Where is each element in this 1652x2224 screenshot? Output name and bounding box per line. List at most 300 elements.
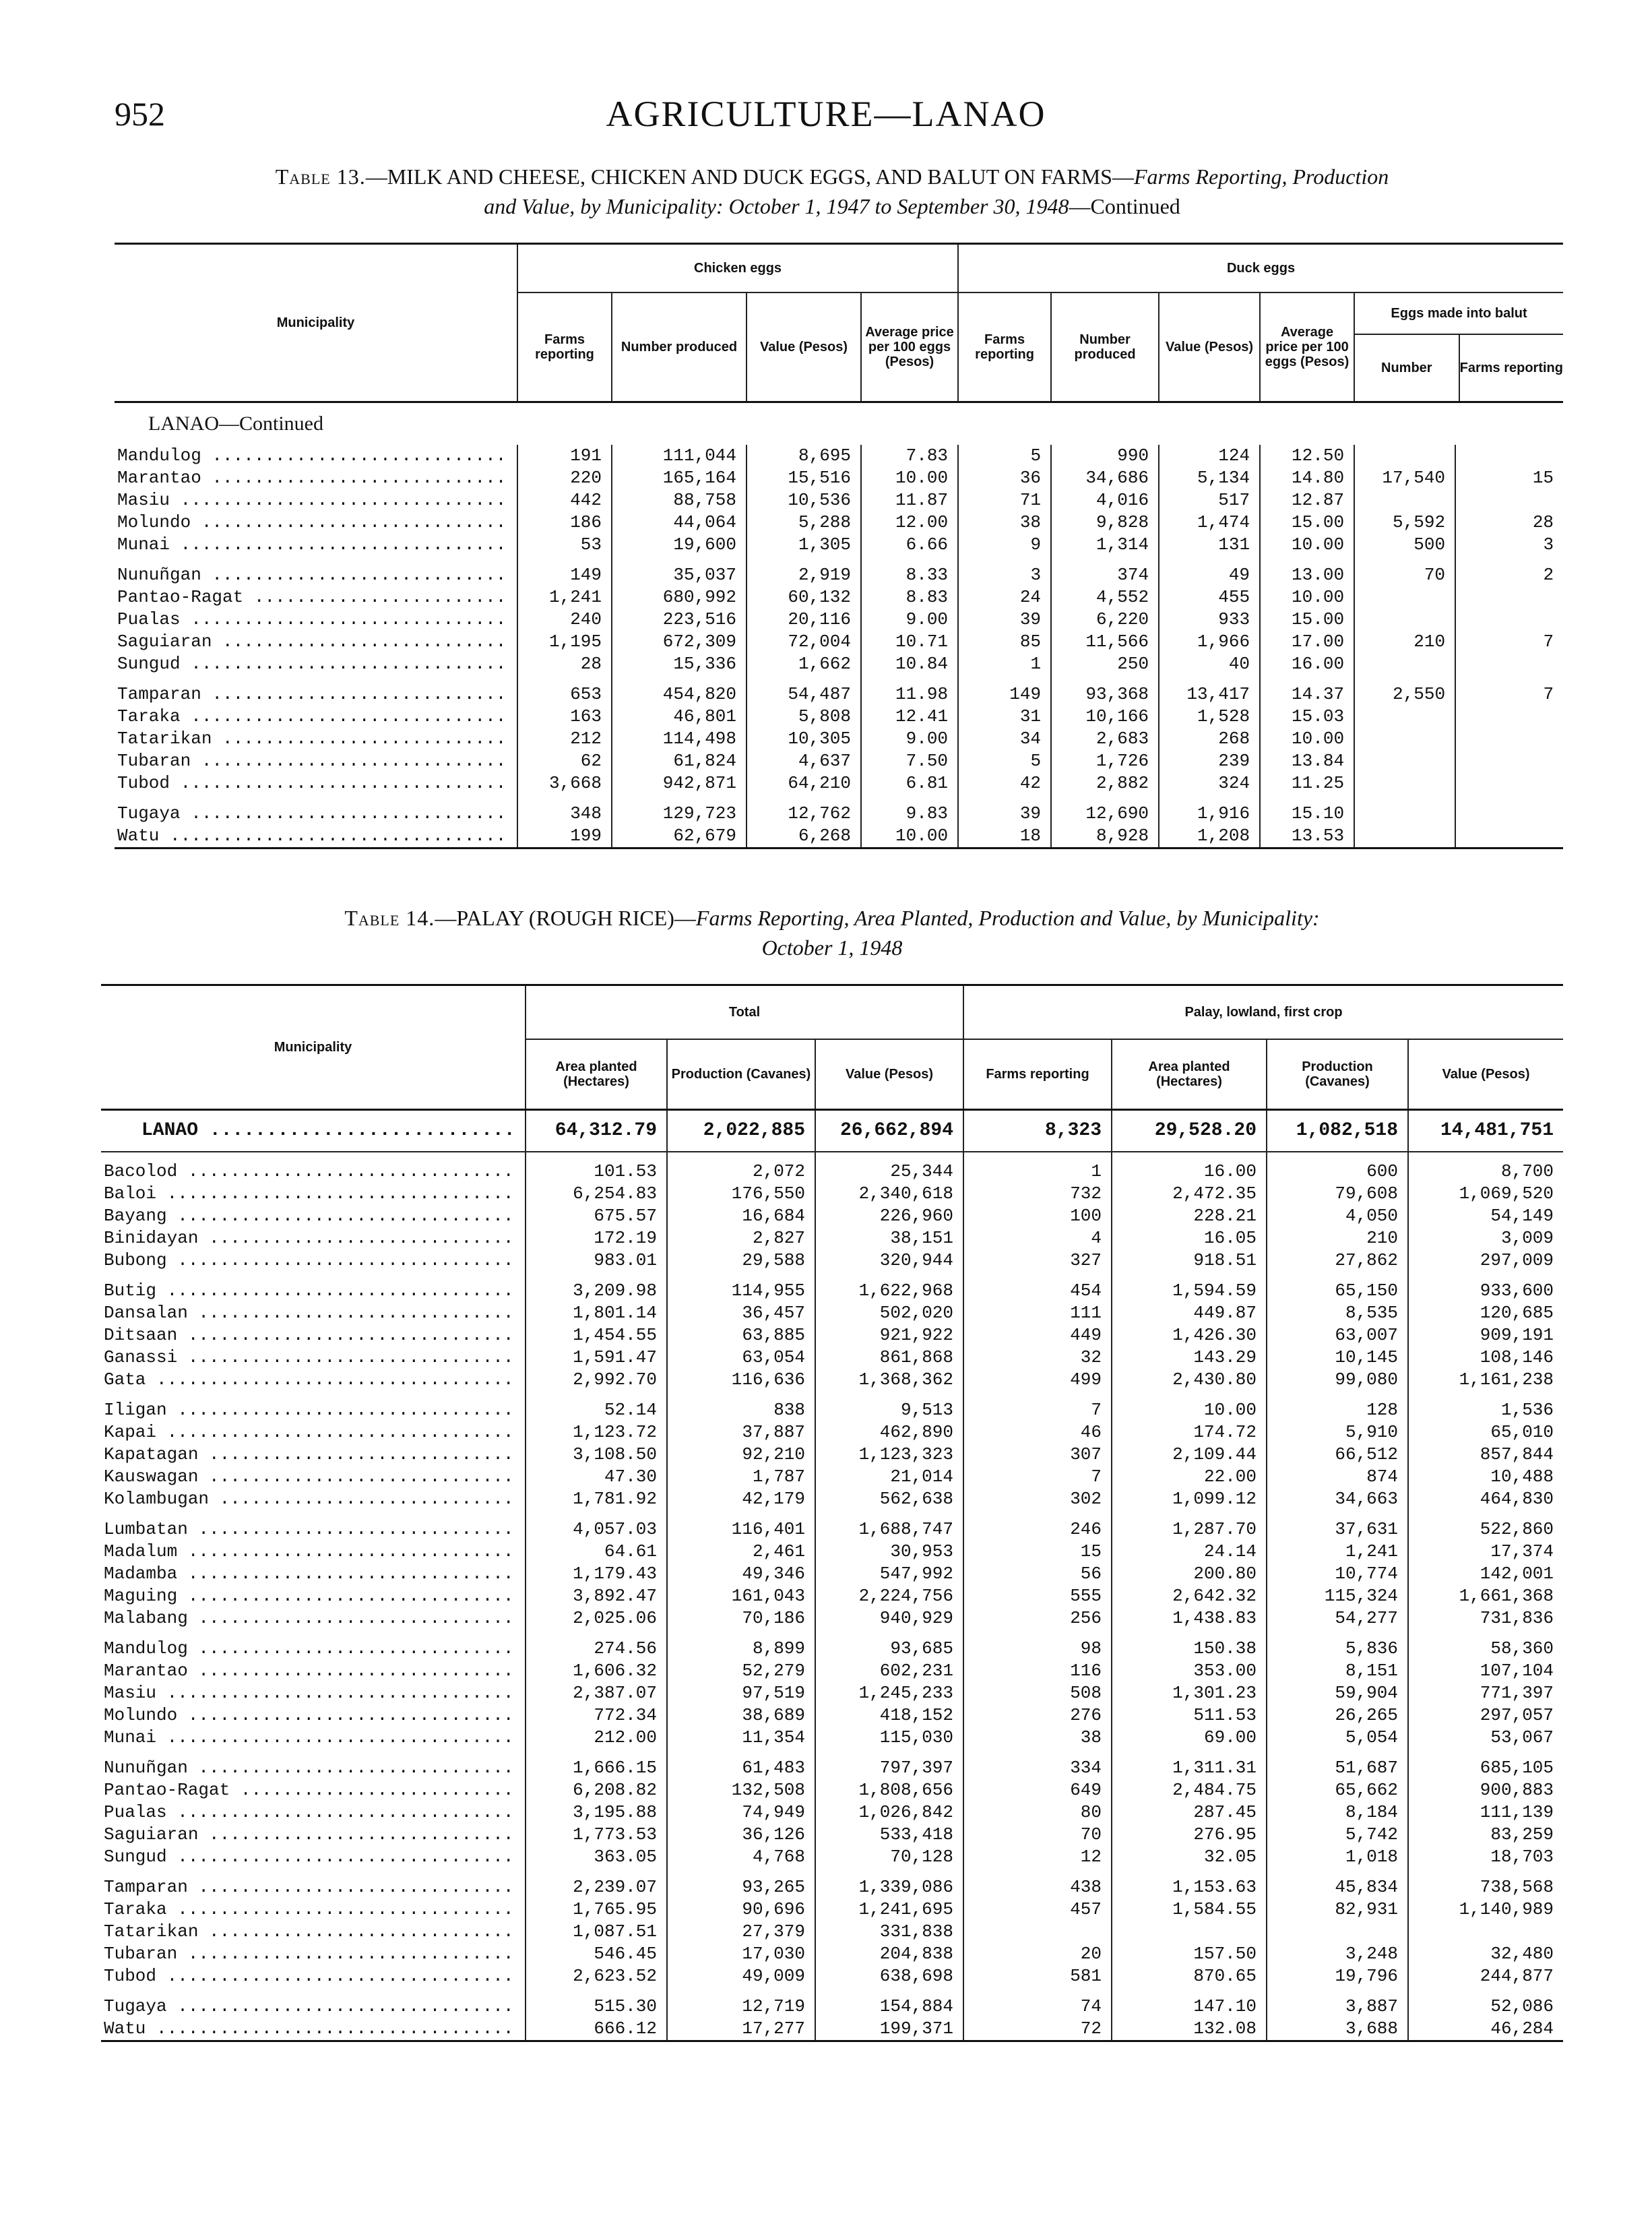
municipality-name: Tugaya .....: [115, 803, 517, 825]
cell-value: 82,931: [1267, 1898, 1408, 1921]
cell-value: 4: [963, 1227, 1112, 1249]
cell-value: [1354, 609, 1455, 631]
cell-value: 2,683: [1051, 728, 1159, 750]
cell-value: 12,762: [746, 803, 861, 825]
cell-value: 1,208: [1159, 825, 1260, 848]
cell-value: 49,346: [667, 1563, 815, 1585]
cell-value: 161,043: [667, 1585, 815, 1607]
cell-value: 297,057: [1408, 1704, 1563, 1727]
cell-value: 334: [963, 1757, 1112, 1779]
cell-value: 199: [517, 825, 612, 848]
t13-row-tubaran: [115, 750, 1563, 772]
cell-value: 918.51: [1112, 1249, 1267, 1272]
municipality-name: Pualas .....: [115, 609, 517, 631]
cell-value: 6.81: [861, 772, 958, 795]
municipality-name: Tubaran .....: [115, 750, 517, 772]
cell-value: 5,054: [1267, 1727, 1408, 1749]
cell-value: 276: [963, 1704, 1112, 1727]
cell-value: 223,516: [612, 609, 746, 631]
t13-row-sungud: [115, 653, 1563, 675]
cell-value: 47.30: [526, 1466, 667, 1488]
cell-value: 511.53: [1112, 1704, 1267, 1727]
cell-value: 14.37: [1260, 683, 1354, 706]
t14-row-kapatagan: [101, 1444, 1563, 1466]
cell-value: 204,838: [815, 1943, 963, 1965]
cell-value: 2,239.07: [526, 1876, 667, 1898]
cell-value: 74: [963, 1996, 1112, 2018]
cell-value: 533,418: [815, 1824, 963, 1846]
t13-row-tamparan: [115, 683, 1563, 706]
cell-value: 547,992: [815, 1563, 963, 1585]
cell-value: 3,009: [1408, 1227, 1563, 1249]
cell-value: 11.87: [861, 489, 958, 512]
cell-value: 37,631: [1267, 1518, 1408, 1541]
cell-value: 464,830: [1408, 1488, 1563, 1510]
cell-value: 7.83: [861, 445, 958, 467]
cell-value: [1354, 653, 1455, 675]
municipality-name: Ditsaan .....: [101, 1324, 526, 1347]
cell-value: 172.19: [526, 1227, 667, 1249]
cell-value: 114,498: [612, 728, 746, 750]
cell-value: [1267, 1921, 1408, 1943]
municipality-name: Marantao .....: [101, 1660, 526, 1682]
cell-value: 111,044: [612, 445, 746, 467]
cell-value: 116: [963, 1660, 1112, 1682]
cell-value: 120,685: [1408, 1302, 1563, 1324]
cell-value: 10,536: [746, 489, 861, 512]
t13-row-taraka: [115, 706, 1563, 728]
cell-value: 12.87: [1260, 489, 1354, 512]
t13-row-marantao: [115, 467, 1563, 489]
cell-value: 653: [517, 683, 612, 706]
cell-value: 85: [958, 631, 1051, 653]
cell-value: 2,992.70: [526, 1369, 667, 1391]
t13-header-duck-avg: Average price per 100 eggs (Pesos): [1260, 292, 1354, 402]
t14-row-kapai: [101, 1421, 1563, 1444]
cell-value: 17.00: [1260, 631, 1354, 653]
t14-row-kauswagan: [101, 1466, 1563, 1488]
cell-value: 1,787: [667, 1466, 815, 1488]
cell-value: 18,703: [1408, 1846, 1563, 1868]
cell-value: 46: [963, 1421, 1112, 1444]
cell-value: 2,642.32: [1112, 1585, 1267, 1607]
cell-value: 32,480: [1408, 1943, 1563, 1965]
cell-value: 1,584.55: [1112, 1898, 1267, 1921]
cell-value: [1354, 489, 1455, 512]
cell-value: 1,099.12: [1112, 1488, 1267, 1510]
municipality-name: Ganassi .....: [101, 1347, 526, 1369]
cell-value: 65,010: [1408, 1421, 1563, 1444]
municipality-name: Mandulog .....: [115, 445, 517, 467]
cell-value: 20,116: [746, 609, 861, 631]
cell-value: 128: [1267, 1399, 1408, 1421]
cell-value: 16,684: [667, 1205, 815, 1227]
t14-row-masiu: [101, 1682, 1563, 1704]
page-number: 952: [115, 95, 165, 133]
t14-header-total: Total: [526, 985, 963, 1040]
cell-value: 1,688,747: [815, 1518, 963, 1541]
cell-value: 143.29: [1112, 1347, 1267, 1369]
cell-value: 101.53: [526, 1161, 667, 1183]
cell-value: 1,594.59: [1112, 1280, 1267, 1302]
t13-header-balut-number: Number: [1381, 361, 1432, 375]
cell-value: 199,371: [815, 2018, 963, 2041]
cell-value: 66,512: [1267, 1444, 1408, 1466]
cell-value: 331,838: [815, 1921, 963, 1943]
cell-value: 508: [963, 1682, 1112, 1704]
t14-row-malabang: [101, 1607, 1563, 1630]
cell-value: 22.00: [1112, 1466, 1267, 1488]
cell-value: 34,663: [1267, 1488, 1408, 1510]
t13-row-saguiaran: [115, 631, 1563, 653]
cell-value: 90,696: [667, 1898, 815, 1921]
cell-value: 10,145: [1267, 1347, 1408, 1369]
t13-row-masiu: [115, 489, 1563, 512]
cell-value: 51,687: [1267, 1757, 1408, 1779]
cell-value: 10,166: [1051, 706, 1159, 728]
cell-value: 838: [667, 1399, 815, 1421]
cell-value: 1,287.70: [1112, 1518, 1267, 1541]
table13-title-italic: Farms Reporting, Production: [1133, 164, 1389, 189]
cell-value: 418,152: [815, 1704, 963, 1727]
cell-value: 6.66: [861, 534, 958, 556]
municipality-name: Saguiaran .....: [115, 631, 517, 653]
cell-value: 933: [1159, 609, 1260, 631]
cell-value: 114,955: [667, 1280, 815, 1302]
t14-row-gata: [101, 1369, 1563, 1391]
cell-value: 53,067: [1408, 1727, 1563, 1749]
cell-value: 36: [958, 467, 1051, 489]
municipality-name: Pantao-Ragat .....: [101, 1779, 526, 1801]
cell-value: 449.87: [1112, 1302, 1267, 1324]
cell-value: 129,723: [612, 803, 746, 825]
municipality-name: Taraka .....: [101, 1898, 526, 1921]
cell-value: 1,438.83: [1112, 1607, 1267, 1630]
cell-value: 4,637: [746, 750, 861, 772]
municipality-name: Madamba .....: [101, 1563, 526, 1585]
cell-value: 1,426.30: [1112, 1324, 1267, 1347]
cell-value: 2,827: [667, 1227, 815, 1249]
municipality-name: Tatarikan .....: [115, 728, 517, 750]
cell-value: 27,862: [1267, 1249, 1408, 1272]
cell-value: 320,944: [815, 1249, 963, 1272]
t14-row-tamparan: [101, 1876, 1563, 1898]
t14-header-lowland-area: Area planted (Hectares): [1112, 1039, 1267, 1109]
cell-value: 1,966: [1159, 631, 1260, 653]
t14-row-iligan: [101, 1399, 1563, 1421]
cell-value: 17,277: [667, 2018, 815, 2041]
t14-row-marantao: [101, 1660, 1563, 1682]
cell-value: 20: [963, 1943, 1112, 1965]
cell-value: 24.14: [1112, 1541, 1267, 1563]
cell-value: 59,904: [1267, 1682, 1408, 1704]
t13-row-watu: [115, 825, 1563, 848]
t14-row-munai: [101, 1727, 1563, 1749]
cell-value: 239: [1159, 750, 1260, 772]
cell-value: 10.00: [1260, 534, 1354, 556]
municipality-name: Kapai .....: [101, 1421, 526, 1444]
cell-value: 1,241: [517, 586, 612, 609]
municipality-name: Iligan .....: [101, 1399, 526, 1421]
cell-value: 1,301.23: [1112, 1682, 1267, 1704]
cell-value: 4,552: [1051, 586, 1159, 609]
cell-value: 515.30: [526, 1996, 667, 2018]
cell-value: 15.00: [1260, 609, 1354, 631]
cell-value: 11,354: [667, 1727, 815, 1749]
table14: [101, 984, 1563, 2042]
t14-row-bacolod: [101, 1161, 1563, 1183]
cell-value: 940,929: [815, 1607, 963, 1630]
cell-value: 49: [1159, 564, 1260, 586]
cell-value: 666.12: [526, 2018, 667, 2041]
table13-label: Table 13.: [275, 164, 366, 189]
cell-value: 324: [1159, 772, 1260, 795]
cell-value: 10.00: [1112, 1399, 1267, 1421]
cell-value: 154,884: [815, 1996, 963, 2018]
cell-value: 2,340,618: [815, 1183, 963, 1205]
cell-value: 9.00: [861, 609, 958, 631]
cell-value: 12.00: [861, 512, 958, 534]
cell-value: 26,662,894: [815, 1109, 963, 1152]
t14-header-total-production: Production (Cavanes): [667, 1039, 815, 1109]
cell-value: 39: [958, 803, 1051, 825]
t13-header-duck-number: Number produced: [1051, 292, 1159, 402]
cell-value: 522,860: [1408, 1518, 1563, 1541]
cell-value: 97,519: [667, 1682, 815, 1704]
cell-value: 250: [1051, 653, 1159, 675]
cell-value: 157.50: [1112, 1943, 1267, 1965]
cell-value: 38: [958, 512, 1051, 534]
cell-value: 274.56: [526, 1638, 667, 1660]
cell-value: 8,928: [1051, 825, 1159, 848]
cell-value: 1,726: [1051, 750, 1159, 772]
municipality-name: Tatarikan .....: [101, 1921, 526, 1943]
municipality-name: Pantao-Ragat .....: [115, 586, 517, 609]
cell-value: 2,550: [1354, 683, 1455, 706]
cell-value: 302: [963, 1488, 1112, 1510]
cell-value: 1,765.95: [526, 1898, 667, 1921]
cell-value: 31: [958, 706, 1051, 728]
municipality-name: Bubong .....: [101, 1249, 526, 1272]
cell-value: 5,134: [1159, 467, 1260, 489]
t14-header-lowland-production: Production (Cavanes): [1267, 1039, 1408, 1109]
cell-value: 268: [1159, 728, 1260, 750]
cell-value: 11.25: [1260, 772, 1354, 795]
t14-row-kolambugan: [101, 1488, 1563, 1510]
cell-value: 307: [963, 1444, 1112, 1466]
cell-value: 111: [963, 1302, 1112, 1324]
cell-value: 1,314: [1051, 534, 1159, 556]
cell-value: 186: [517, 512, 612, 534]
cell-value: 74,949: [667, 1801, 815, 1824]
t13-row-tatarikan: [115, 728, 1563, 750]
cell-value: 327: [963, 1249, 1112, 1272]
cell-value: 212.00: [526, 1727, 667, 1749]
cell-value: 99,080: [1267, 1369, 1408, 1391]
cell-value: [1455, 803, 1563, 825]
cell-value: 12.50: [1260, 445, 1354, 467]
t14-row-ganassi: [101, 1347, 1563, 1369]
t13-row-pualas: [115, 609, 1563, 631]
cell-value: 1,781.92: [526, 1488, 667, 1510]
t13-header-chicken-value: Value (Pesos): [746, 292, 861, 402]
t13-header-chicken-avg: Average price per 100 eggs (Pesos): [861, 292, 958, 402]
cell-value: 4,050: [1267, 1205, 1408, 1227]
municipality-name: Dansalan .....: [101, 1302, 526, 1324]
cell-value: 93,685: [815, 1638, 963, 1660]
municipality-name: Masiu .....: [101, 1682, 526, 1704]
t13-header-balut: Eggs made into balut: [1355, 293, 1563, 335]
cell-value: 176,550: [667, 1183, 815, 1205]
cell-value: 5,592: [1354, 512, 1455, 534]
cell-value: 124: [1159, 445, 1260, 467]
cell-value: 3,887: [1267, 1996, 1408, 2018]
cell-value: 771,397: [1408, 1682, 1563, 1704]
cell-value: 132,508: [667, 1779, 815, 1801]
cell-value: 731,836: [1408, 1607, 1563, 1630]
cell-value: 3: [958, 564, 1051, 586]
cell-value: 14.80: [1260, 467, 1354, 489]
cell-value: 13.53: [1260, 825, 1354, 848]
t14-row-pantao-ragat: [101, 1779, 1563, 1801]
cell-value: 1,123,323: [815, 1444, 963, 1466]
cell-value: 2,484.75: [1112, 1779, 1267, 1801]
cell-value: 10.71: [861, 631, 958, 653]
cell-value: 287.45: [1112, 1801, 1267, 1824]
municipality-name: Tubaran .....: [101, 1943, 526, 1965]
cell-value: 3,108.50: [526, 1444, 667, 1466]
cell-value: 228.21: [1112, 1205, 1267, 1227]
cell-value: 165,164: [612, 467, 746, 489]
cell-value: 256: [963, 1607, 1112, 1630]
t13-header-municipality: Municipality: [115, 244, 517, 402]
t14-header-total-value: Value (Pesos): [815, 1039, 963, 1109]
cell-value: 15.03: [1260, 706, 1354, 728]
cell-value: 1,018: [1267, 1846, 1408, 1868]
cell-value: 983.01: [526, 1249, 667, 1272]
cell-value: 8.83: [861, 586, 958, 609]
cell-value: 1,368,362: [815, 1369, 963, 1391]
cell-value: 4,768: [667, 1846, 815, 1868]
cell-value: 92,210: [667, 1444, 815, 1466]
cell-value: 15: [1455, 467, 1563, 489]
municipality-name: Butig .....: [101, 1280, 526, 1302]
cell-value: 19,600: [612, 534, 746, 556]
cell-value: 64,312.79: [526, 1109, 667, 1152]
municipality-name: Tugaya .....: [101, 1996, 526, 2018]
cell-value: 52.14: [526, 1399, 667, 1421]
cell-value: 210: [1354, 631, 1455, 653]
t13-header-chicken-eggs: Chicken eggs: [517, 244, 958, 293]
cell-value: 10.00: [1260, 728, 1354, 750]
municipality-name: Bacolod .....: [101, 1161, 526, 1183]
cell-value: 46,284: [1408, 2018, 1563, 2041]
cell-value: 93,265: [667, 1876, 815, 1898]
cell-value: 797,397: [815, 1757, 963, 1779]
cell-value: [1455, 609, 1563, 631]
cell-value: 149: [517, 564, 612, 586]
cell-value: 942,871: [612, 772, 746, 795]
t13-header-duck-farms: Farms reporting: [958, 292, 1051, 402]
cell-value: 1,026,842: [815, 1801, 963, 1824]
cell-value: 63,885: [667, 1324, 815, 1347]
cell-value: 71: [958, 489, 1051, 512]
cell-value: 25,344: [815, 1161, 963, 1183]
cell-value: 9,513: [815, 1399, 963, 1421]
cell-value: 62: [517, 750, 612, 772]
cell-value: 874: [1267, 1466, 1408, 1488]
cell-value: 30,953: [815, 1541, 963, 1563]
municipality-name: Lumbatan .....: [101, 1518, 526, 1541]
cell-value: 54,149: [1408, 1205, 1563, 1227]
table14-title: —PALAY (ROUGH RICE)—: [435, 906, 696, 930]
cell-value: 3: [1455, 534, 1563, 556]
cell-value: 10.84: [861, 653, 958, 675]
cell-value: 2,109.44: [1112, 1444, 1267, 1466]
t14-header-lowland-value: Value (Pesos): [1408, 1039, 1563, 1109]
cell-value: 212: [517, 728, 612, 750]
cell-value: 2,882: [1051, 772, 1159, 795]
t14-row-pualas: [101, 1801, 1563, 1824]
table13-caption: [101, 162, 1563, 221]
cell-value: 17,374: [1408, 1541, 1563, 1563]
cell-value: 602,231: [815, 1660, 963, 1682]
cell-value: 454,820: [612, 683, 746, 706]
cell-value: 1,528: [1159, 706, 1260, 728]
cell-value: 38: [963, 1727, 1112, 1749]
cell-value: 9: [958, 534, 1051, 556]
cell-value: 142,001: [1408, 1563, 1563, 1585]
cell-value: 7: [963, 1466, 1112, 1488]
cell-value: 3,209.98: [526, 1280, 667, 1302]
cell-value: 37,887: [667, 1421, 815, 1444]
t14-row-mandulog: [101, 1638, 1563, 1660]
cell-value: [1354, 728, 1455, 750]
cell-value: 2,025.06: [526, 1607, 667, 1630]
cell-value: 200.80: [1112, 1563, 1267, 1585]
cell-value: 38,689: [667, 1704, 815, 1727]
cell-value: 27,379: [667, 1921, 815, 1943]
t13-header-chicken-number: Number produced: [612, 292, 746, 402]
cell-value: 2,022,885: [667, 1109, 815, 1152]
t14-row-watu: [101, 2018, 1563, 2041]
municipality-name: Binidayan .....: [101, 1227, 526, 1249]
municipality-name: Pualas .....: [101, 1801, 526, 1824]
cell-value: 1,140,989: [1408, 1898, 1563, 1921]
cell-value: 70: [963, 1824, 1112, 1846]
cell-value: 72,004: [746, 631, 861, 653]
cell-value: 53: [517, 534, 612, 556]
cell-value: 83,259: [1408, 1824, 1563, 1846]
cell-value: 80: [963, 1801, 1112, 1824]
cell-value: 1,311.31: [1112, 1757, 1267, 1779]
municipality-name: LANAO .....: [101, 1109, 526, 1152]
cell-value: [1354, 706, 1455, 728]
municipality-name: Nunuñgan .....: [115, 564, 517, 586]
cell-value: 870.65: [1112, 1965, 1267, 1987]
cell-value: 7: [1455, 631, 1563, 653]
cell-value: 29,528.20: [1112, 1109, 1267, 1152]
cell-value: 69.00: [1112, 1727, 1267, 1749]
cell-value: 18: [958, 825, 1051, 848]
running-head: AGRICULTURE—LANAO: [606, 94, 1046, 134]
cell-value: 10.00: [861, 467, 958, 489]
cell-value: 70,128: [815, 1846, 963, 1868]
cell-value: 10.00: [1260, 586, 1354, 609]
table14-label: Table 14.: [344, 906, 435, 930]
t14-row-taraka: [101, 1898, 1563, 1921]
cell-value: 13,417: [1159, 683, 1260, 706]
